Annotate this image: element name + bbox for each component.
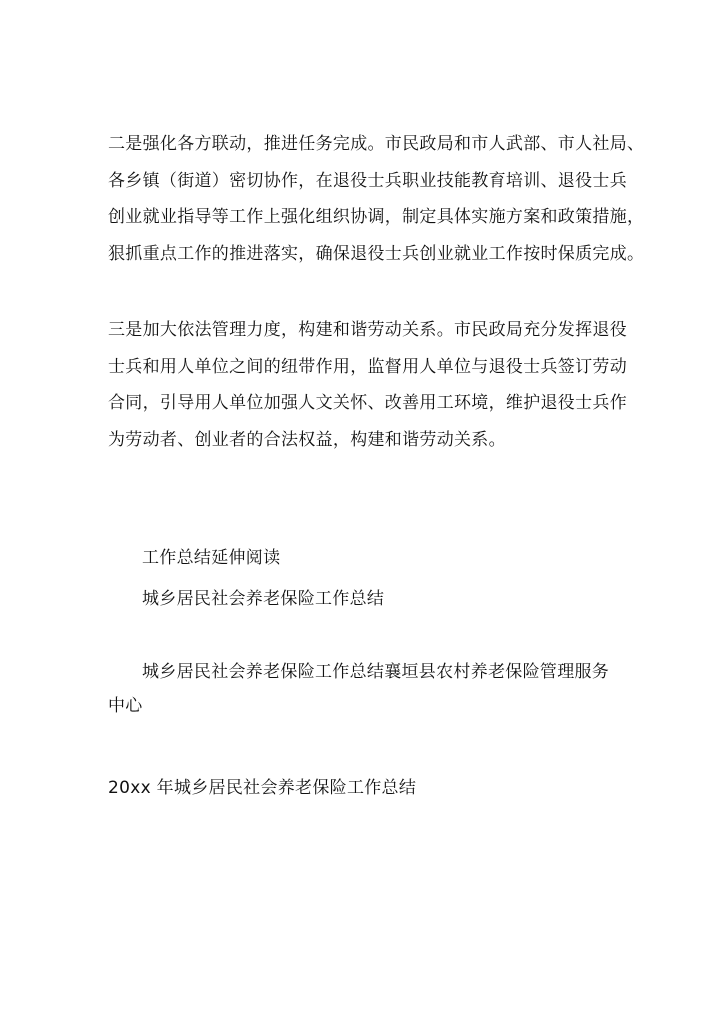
paragraph-line: 三是加大依法管理力度，构建和谐劳动关系。市民政局充分发挥退役 [108,320,627,340]
paragraph-line: 二是强化各方联动，推进任务完成。市民政局和市人武部、市人社局、 [108,134,645,154]
paragraph-line: 合同，引导用人单位加强人文关怀、改善用工环境，维护退役士兵作 [108,393,627,413]
paragraph-labor-relations [108,312,627,458]
paragraph-line: 城乡居民社会养老保险工作总结襄垣县农村养老保险管理服务 [142,662,610,682]
paragraph-line: 士兵和用人单位之间的纽带作用，监督用人单位与退役士兵签订劳动 [108,356,627,377]
paragraph-line: 创业就业指导等工作上强化组织协调，制定具体实施方案和政策措施， [108,207,645,227]
paragraph-line: 狠抓重点工作的推进落实，确保退役士兵创业就业工作按时保质完成。 [108,243,645,264]
extended-reading-title: 城乡居民社会养老保险工作总结 [142,589,385,609]
paragraph-line: 各乡镇（街道）密切协作，在退役士兵职业技能教育培训、退役士兵 [108,170,627,191]
paragraph-line: 为劳动者、创业者的合法权益，构建和谐劳动关系。 [108,429,506,450]
paragraph-coordination [108,126,645,272]
paragraph-line: 中心 [108,696,143,716]
extended-reading-heading: 工作总结延伸阅读 [142,548,281,568]
paragraph-related-summary [108,655,620,723]
summary-title: 20xx 年城乡居民社会养老保险工作总结 [108,778,417,798]
